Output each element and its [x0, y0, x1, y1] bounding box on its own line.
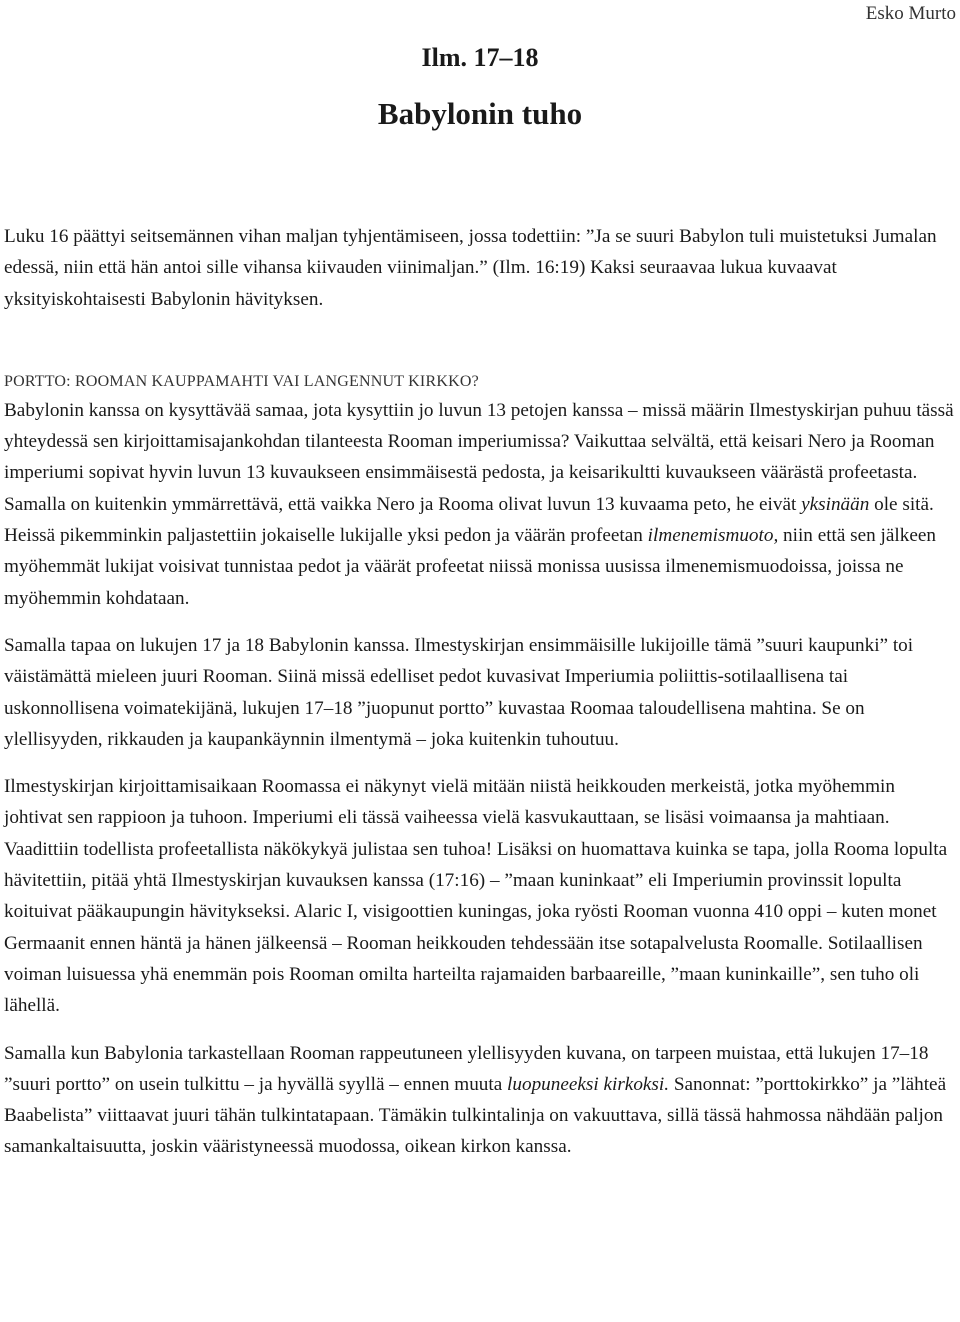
paragraph-text: Sanonnat: ”porttokirkko” ja ”lähteä Baabelista” viittaavat juuri tähän tulkintatapaan. Tämäkin tulkintalinja on vakuuttava, sillä tässä hahmossa nähdään paljon samankaltaisuutta, joskin vääristyneessä muodossa, oikean kirkon kanssa. — [4, 1073, 947, 1158]
page-title: Babylonin tuho — [377, 96, 583, 131]
emphasis-text: yksinään — [801, 493, 870, 515]
author-name: Esko Murto — [865, 3, 956, 24]
section-paragraph-1 — [4, 395, 954, 614]
section-heading: PORTTO: ROOMAN KAUPPAMAHTI VAI LANGENNUT KIRKKO? — [4, 372, 479, 390]
paragraph-text: Samalla kun Babylonia tarkastellaan Rooman rappeutuneen ylellisyyden kuvana, on tarpeen muistaa, että lukujen 17–18 ”suuri portto” on usein tulkittu – ja hyvällä syyllä – ennen muuta — [4, 1042, 929, 1095]
paragraph-text: ole sitä. Heissä pikemminkin paljastettiin jokaiselle lukijalle yksi pedon ja väärän profeetan — [4, 493, 934, 547]
paragraph-text: niin että sen jälkeen myöhemmät lukijat voisivat tunnistaa pedot ja väärät profeetat niissä monissa uusissa ilmenemismuodoissa, joissa ne myöhemmin kohdataan. — [4, 525, 936, 609]
intro-paragraph: Luku 16 päättyi seitsemännen vihan maljan tyhjentämiseen, jossa todettiin: ”Ja se suuri Babylon tuli muistetuksi Jumalan edessä, niin että hän antoi sille vihansa kiivauden viinimaljan.” (Ilm. 16:19) Kaksi seuraavaa lukua kuvaavat yksityiskohtaisesti Babylonin hävityksen. — [4, 226, 937, 310]
document-body — [4, 221, 954, 1163]
section-paragraph-4 — [4, 1038, 954, 1163]
emphasis-text: ilmenemismuoto, — [647, 525, 779, 547]
paragraph-text: Babylonin kanssa on kysyttävää samaa, jota kysyttiin jo luvun 13 petojen kanssa – missä määrin Ilmestyskirjan puhuu tässä yhteydessä sen kirjoittamisajankohdan tilanteesta Rooman imperiumissa? Vaikuttaa selvältä, että keisari Nero ja Rooman imperiumi sopivat hyvin luvun 13 kuvaukseen ensimmäisestä pedosta, ja keisarikultti kuvaukseen väärästä profeetasta. Samalla on kuitenkin ymmärrettävä, että vaikka Nero ja Rooma olivat luvun 13 kuvaama peto, he eivät — [4, 399, 954, 515]
section-paragraph-3: Ilmestyskirjan kirjoittamisaikaan Roomassa ei näkynyt vielä mitään niistä heikkouden merkeistä, jotka myöhemmin johtivat sen rappioon ja tuhoon. Imperiumi eli tässä vaiheessa vielä kasvukauttaan, se lisäsi voimaansa ja mahtiaan. Vaadittiin todellista profeetallista näkökykyä julistaa sen tuhoa! Lisäksi on huomattava kuinka se tapa, jolla Rooma lopulta hävitettiin, pitää yhtä Ilmestyskirjan kuvauksen kanssa (17:16) – ”maan kuninkaat” eli Imperiumin provinssit lopulta koituivat pääkaupungin hävitykseksi. Alaric I, visigoottien kuningas, joka ryösti Rooman vuonna 410 oppi – kuten monet Germaanit ennen häntä ja hänen jälkeensä – Rooman heikkouden tehdessään itse sotapalvelusta Roomalle. Sotilaallisen voiman luisuessa yhä enemmän pois Rooman omilta harteilta rajamaiden barbaareille, ”maan kuninkaille”, sen tuho oli lähellä. — [4, 776, 948, 1017]
chapter-reference: Ilm. 17–18 — [421, 43, 539, 72]
section-paragraph-2: Samalla tapaa on lukujen 17 ja 18 Babylonin kanssa. Ilmestyskirjan ensimmäisille lukijoille tämä ”suuri kaupunki” toi väistämättä mieleen juuri Rooman. Siinä missä edelliset pedot kuvasivat Imperiumia poliittis-sotilaallisena tai uskonnollisena voimatekijänä, lukujen 17–18 ”juopunut portto” kuvastaa Roomaa taloudellisena mahtina. Se on ylellisyyden, rikkauden ja kaupankäynnin ilmentymä – joka kuitenkin tuhoutuu. — [4, 634, 914, 750]
emphasis-text: luopuneeksi kirkoksi. — [507, 1073, 670, 1095]
